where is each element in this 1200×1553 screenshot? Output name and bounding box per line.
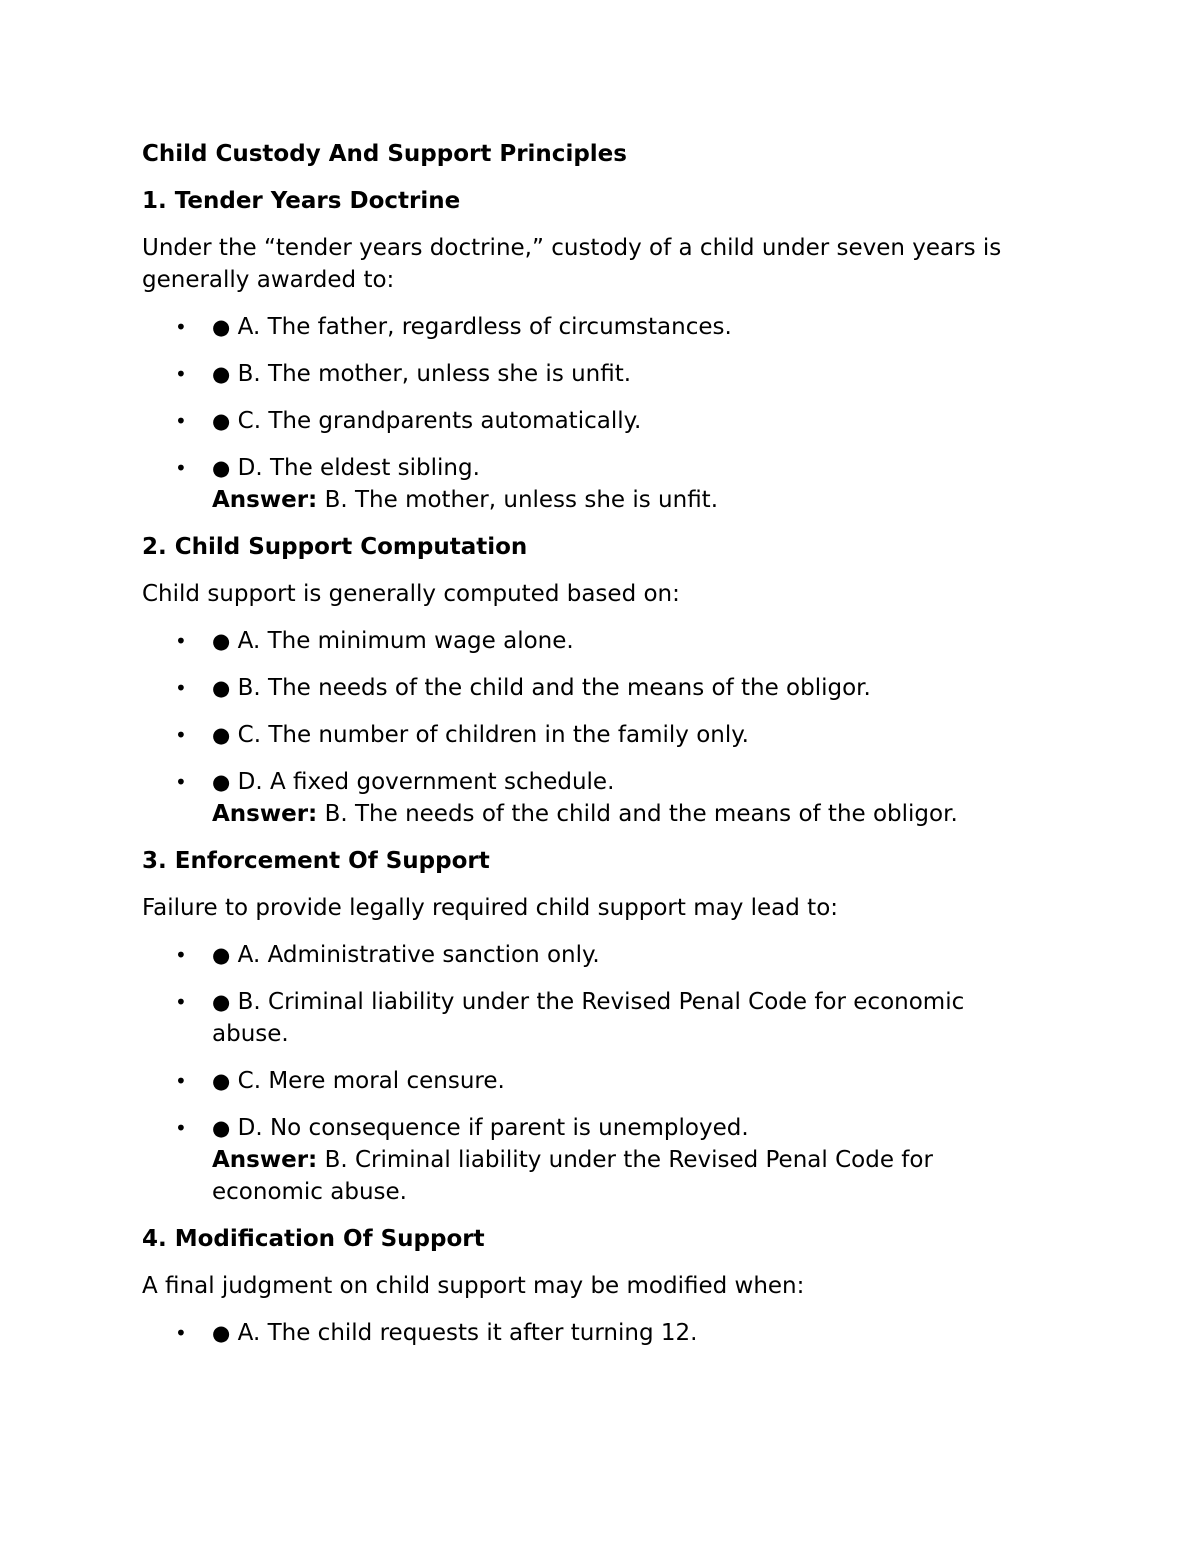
option-list: [142, 311, 1042, 516]
answer-line: [212, 1144, 1042, 1208]
bullet-icon: •: [175, 943, 187, 967]
question-heading: 3. Enforcement Of Support: [142, 848, 490, 874]
bullet-icon: •: [175, 362, 187, 386]
option-text: B. The mother, unless she is unfit.: [237, 361, 632, 387]
option-item: [142, 452, 1042, 516]
answer-line: [212, 484, 1042, 516]
bullet-icon: •: [175, 1069, 187, 1093]
option-item: [142, 1065, 1042, 1097]
option-text: D. The eldest sibling.: [237, 455, 480, 481]
bullet-icon: •: [175, 629, 187, 653]
circle-icon: ●: [212, 1069, 231, 1093]
option-text: C. The number of children in the family only.: [237, 722, 749, 748]
answer-text: B. Criminal liability under the Revised Penal Code for economic abuse.: [212, 1147, 933, 1205]
circle-icon: ●: [212, 409, 231, 433]
bullet-icon: •: [175, 1321, 187, 1345]
question-heading: 1. Tender Years Doctrine: [142, 188, 461, 214]
option-item: [142, 1317, 1042, 1349]
option-text: A. The father, regardless of circumstances.: [237, 314, 732, 340]
option-text: A. Administrative sanction only.: [237, 942, 600, 968]
option-list: [142, 939, 1042, 1208]
bullet-icon: •: [175, 409, 187, 433]
circle-icon: ●: [212, 723, 231, 747]
answer-label: Answer:: [212, 487, 318, 513]
question-3: [142, 845, 1042, 1208]
bullet-icon: •: [175, 456, 187, 480]
option-text: A. The child requests it after turning 12.: [237, 1320, 698, 1346]
question-text: Child support is generally computed based on:: [142, 581, 680, 607]
option-text: B. The needs of the child and the means of the obligor.: [237, 675, 871, 701]
answer-label: Answer:: [212, 1147, 318, 1173]
option-item: [142, 405, 1042, 437]
option-item: [142, 939, 1042, 971]
question-heading: 2. Child Support Computation: [142, 534, 528, 560]
bullet-icon: •: [175, 315, 187, 339]
option-item: [142, 766, 1042, 830]
bullet-icon: •: [175, 676, 187, 700]
answer-line: [212, 798, 1042, 830]
circle-icon: ●: [212, 770, 231, 794]
option-item: [142, 1112, 1042, 1208]
option-list: [142, 1317, 1042, 1349]
document-title: Child Custody And Support Principles: [142, 141, 627, 167]
answer-text: B. The needs of the child and the means of the obligor.: [324, 801, 958, 827]
circle-icon: ●: [212, 1116, 231, 1140]
question-1: [142, 185, 1042, 516]
option-text: A. The minimum wage alone.: [237, 628, 574, 654]
circle-icon: ●: [212, 990, 231, 1014]
option-item: [142, 625, 1042, 657]
document-page: [142, 138, 1042, 1364]
answer-text: B. The mother, unless she is unfit.: [324, 487, 719, 513]
bullet-icon: •: [175, 990, 187, 1014]
option-item: [142, 358, 1042, 390]
question-text: Under the “tender years doctrine,” custody of a child under seven years is generally awarded to:: [142, 235, 1002, 293]
circle-icon: ●: [212, 676, 231, 700]
circle-icon: ●: [212, 456, 231, 480]
question-2: [142, 531, 1042, 830]
bullet-icon: •: [175, 1116, 187, 1140]
option-text: D. No consequence if parent is unemployed.: [237, 1115, 749, 1141]
question-text: A final judgment on child support may be modified when:: [142, 1273, 805, 1299]
option-item: [142, 672, 1042, 704]
question-4: [142, 1223, 1042, 1349]
option-item: [142, 986, 1042, 1050]
circle-icon: ●: [212, 315, 231, 339]
circle-icon: ●: [212, 362, 231, 386]
option-text: C. The grandparents automatically.: [237, 408, 642, 434]
bullet-icon: •: [175, 723, 187, 747]
bullet-icon: •: [175, 770, 187, 794]
circle-icon: ●: [212, 629, 231, 653]
option-item: [142, 719, 1042, 751]
question-text: Failure to provide legally required child support may lead to:: [142, 895, 839, 921]
option-text: D. A fixed government schedule.: [237, 769, 615, 795]
option-text: B. Criminal liability under the Revised Penal Code for economic abuse.: [212, 989, 965, 1047]
option-item: [142, 311, 1042, 343]
option-text: C. Mere moral censure.: [237, 1068, 505, 1094]
circle-icon: ●: [212, 1321, 231, 1345]
circle-icon: ●: [212, 943, 231, 967]
answer-label: Answer:: [212, 801, 318, 827]
question-heading: 4. Modification Of Support: [142, 1226, 485, 1252]
option-list: [142, 625, 1042, 830]
